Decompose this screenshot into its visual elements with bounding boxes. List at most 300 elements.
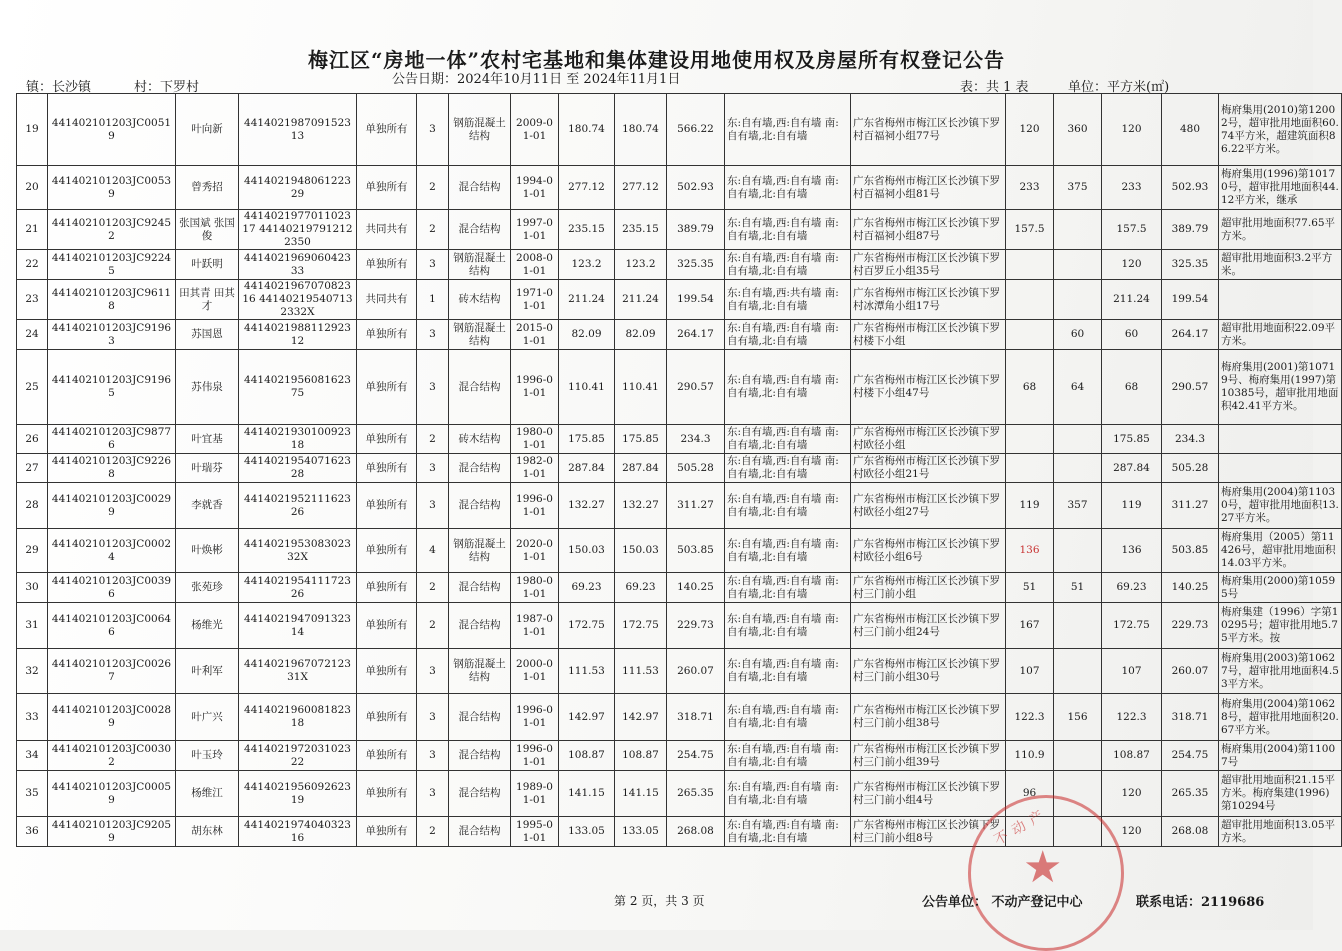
cell-own: 单独所有 xyxy=(357,483,417,529)
cell-floors: 3 xyxy=(417,483,449,529)
cell-no: 27 xyxy=(17,454,48,483)
cell-a2: 180.74 xyxy=(615,94,667,166)
cell-struct: 钢筋混凝土结构 xyxy=(449,250,511,280)
cell-date: 1989-01-01 xyxy=(511,771,559,817)
table-row xyxy=(17,94,1342,166)
cell-id: 441402196906042333 xyxy=(239,250,357,280)
cell-c1 xyxy=(1006,280,1054,320)
cell-a1: 123.2 xyxy=(559,250,615,280)
cell-addr: 广东省梅州市梅江区长沙镇下罗村三门前小组 xyxy=(851,573,1006,603)
cell-own: 共同共有 xyxy=(357,210,417,250)
cell-code: 441402101203JC00396 xyxy=(48,573,176,603)
cell-id: 441402193010092318 xyxy=(239,425,357,454)
cell-c1: 51 xyxy=(1006,573,1054,603)
cell-c4: 260.07 xyxy=(1162,649,1219,694)
cell-border: 东:自有墙,西:自有墙 南:自有墙,北:自有墙 xyxy=(725,454,851,483)
cell-own: 单独所有 xyxy=(357,320,417,350)
cell-own: 单独所有 xyxy=(357,94,417,166)
town-label: 镇：长沙镇 xyxy=(26,80,92,95)
table-row xyxy=(17,454,1342,483)
cell-a1: 172.75 xyxy=(559,603,615,649)
cell-a2: 287.84 xyxy=(615,454,667,483)
cell-date: 2000-01-01 xyxy=(511,649,559,694)
cell-code: 441402101203JC98776 xyxy=(48,425,176,454)
cell-a1: 133.05 xyxy=(559,817,615,847)
cell-c1: 136 xyxy=(1006,529,1054,573)
cell-a3: 503.85 xyxy=(667,529,725,573)
cell-c4: 254.75 xyxy=(1162,741,1219,771)
cell-c3: 60 xyxy=(1102,320,1162,350)
cell-name: 杨维江 xyxy=(176,771,239,817)
cell-remark: 梅府集用(1996)第10170号，超审批用地面积44.12平方米，继承 xyxy=(1219,166,1342,210)
cell-a2: 172.75 xyxy=(615,603,667,649)
cell-a1: 111.53 xyxy=(559,649,615,694)
cell-date: 1997-01-01 xyxy=(511,210,559,250)
cell-c2 xyxy=(1054,250,1102,280)
cell-border: 东:自有墙,西:自有墙 南:自有墙,北:自有墙 xyxy=(725,483,851,529)
cell-border: 东:自有墙,西:自有墙 南:自有墙,北:自有墙 xyxy=(725,741,851,771)
cell-struct: 混合结构 xyxy=(449,210,511,250)
cell-a1: 141.15 xyxy=(559,771,615,817)
cell-a3: 229.73 xyxy=(667,603,725,649)
cell-struct: 混合结构 xyxy=(449,603,511,649)
cell-a2: 141.15 xyxy=(615,771,667,817)
cell-a2: 235.15 xyxy=(615,210,667,250)
cell-a1: 150.03 xyxy=(559,529,615,573)
cell-c1: 122.3 xyxy=(1006,694,1054,741)
cell-border: 东:自有墙,西:自有墙 南:自有墙,北:自有墙 xyxy=(725,603,851,649)
cell-struct: 钢筋混凝土结构 xyxy=(449,320,511,350)
cell-no: 19 xyxy=(17,94,48,166)
cell-c3: 107 xyxy=(1102,649,1162,694)
cell-a1: 110.41 xyxy=(559,350,615,425)
table-row xyxy=(17,603,1342,649)
cell-border: 东:自有墙,西:自有墙 南:自有墙,北:自有墙 xyxy=(725,649,851,694)
cell-code: 441402101203JC96118 xyxy=(48,280,176,320)
cell-id: 441402198709152313 xyxy=(239,94,357,166)
cell-code: 441402101203JC00539 xyxy=(48,166,176,210)
cell-own: 共同共有 xyxy=(357,280,417,320)
cell-a3: 254.75 xyxy=(667,741,725,771)
cell-date: 2015-01-01 xyxy=(511,320,559,350)
village-label: 村：下罗村 xyxy=(134,80,200,95)
cell-code: 441402101203JC00059 xyxy=(48,771,176,817)
cell-border: 东:自有墙,西:自有墙 南:自有墙,北:自有墙 xyxy=(725,350,851,425)
cell-struct: 混合结构 xyxy=(449,573,511,603)
cell-border: 东:自有墙,西:自有墙 南:自有墙,北:自有墙 xyxy=(725,94,851,166)
cell-c3: 108.87 xyxy=(1102,741,1162,771)
cell-struct: 混合结构 xyxy=(449,454,511,483)
cell-own: 单独所有 xyxy=(357,603,417,649)
cell-date: 1980-01-01 xyxy=(511,573,559,603)
cell-code: 441402101203JC00289 xyxy=(48,694,176,741)
cell-c1 xyxy=(1006,320,1054,350)
cell-remark: 梅府集用(2000)第10595号 xyxy=(1219,573,1342,603)
cell-c3: 172.75 xyxy=(1102,603,1162,649)
cell-name: 苏伟泉 xyxy=(176,350,239,425)
cell-c2: 375 xyxy=(1054,166,1102,210)
cell-a3: 140.25 xyxy=(667,573,725,603)
cell-date: 1987-01-01 xyxy=(511,603,559,649)
cell-c1: 157.5 xyxy=(1006,210,1054,250)
cell-floors: 3 xyxy=(417,454,449,483)
cell-no: 34 xyxy=(17,741,48,771)
cell-remark xyxy=(1219,280,1342,320)
cell-addr: 广东省梅州市梅江区长沙镇下罗村三门前小组30号 xyxy=(851,649,1006,694)
cell-floors: 3 xyxy=(417,741,449,771)
cell-struct: 混合结构 xyxy=(449,350,511,425)
cell-struct: 砖木结构 xyxy=(449,425,511,454)
cell-no: 24 xyxy=(17,320,48,350)
registration-table xyxy=(16,93,1342,847)
table-row xyxy=(17,280,1342,320)
cell-c3: 233 xyxy=(1102,166,1162,210)
cell-addr: 广东省梅州市梅江区长沙镇下罗村百福祠小组77号 xyxy=(851,94,1006,166)
page-title: 梅江区“房地一体”农村宅基地和集体建设用地使用权及房屋所有权登记公告 xyxy=(307,48,1005,72)
cell-date: 1994-01-01 xyxy=(511,166,559,210)
cell-c4: 318.71 xyxy=(1162,694,1219,741)
cell-code: 441402101203JC00519 xyxy=(48,94,176,166)
cell-no: 21 xyxy=(17,210,48,250)
cell-c1: 110.9 xyxy=(1006,741,1054,771)
cell-id: 441402195411172326 xyxy=(239,573,357,603)
cell-a3: 290.57 xyxy=(667,350,725,425)
cell-c2 xyxy=(1054,603,1102,649)
cell-remark: 梅府集用(2004)第10628号，超审批用地面积20.67平方米。 xyxy=(1219,694,1342,741)
cell-id: 441402197203102322 xyxy=(239,741,357,771)
cell-a3: 325.35 xyxy=(667,250,725,280)
cell-no: 30 xyxy=(17,573,48,603)
table-row xyxy=(17,529,1342,573)
cell-c3: 211.24 xyxy=(1102,280,1162,320)
cell-remark: 超审批用地面积3.2平方米。 xyxy=(1219,250,1342,280)
cell-border: 东:自有墙,西:自有墙 南:自有墙,北:自有墙 xyxy=(725,817,851,847)
cell-no: 31 xyxy=(17,603,48,649)
cell-floors: 3 xyxy=(417,350,449,425)
cell-addr: 广东省梅州市梅江区长沙镇下罗村三门前小组8号 xyxy=(851,817,1006,847)
cell-c4: 503.85 xyxy=(1162,529,1219,573)
cell-id: 441402196008182318 xyxy=(239,694,357,741)
cell-code: 441402101203JC92268 xyxy=(48,454,176,483)
cell-border: 东:自有墙,西:自有墙 南:自有墙,北:自有墙 xyxy=(725,425,851,454)
cell-name: 叶玉玲 xyxy=(176,741,239,771)
cell-own: 单独所有 xyxy=(357,649,417,694)
cell-addr: 广东省梅州市梅江区长沙镇下罗村欧径小组 xyxy=(851,425,1006,454)
cell-c4: 265.35 xyxy=(1162,771,1219,817)
cell-addr: 广东省梅州市梅江区长沙镇下罗村楼下小组47号 xyxy=(851,350,1006,425)
cell-a1: 180.74 xyxy=(559,94,615,166)
cell-addr: 广东省梅州市梅江区长沙镇下罗村冰潭角小组17号 xyxy=(851,280,1006,320)
cell-remark: 超审批用地面积21.15平方米。梅府集建(1996)第10294号 xyxy=(1219,771,1342,817)
cell-own: 单独所有 xyxy=(357,166,417,210)
cell-a1: 132.27 xyxy=(559,483,615,529)
cell-c3: 175.85 xyxy=(1102,425,1162,454)
cell-own: 单独所有 xyxy=(357,694,417,741)
table-row xyxy=(17,166,1342,210)
cell-c2 xyxy=(1054,649,1102,694)
cell-id: 441402195609262319 xyxy=(239,771,357,817)
cell-remark: 梅府集建（1996）字第10295号；超审批用地5.75平方米。按 xyxy=(1219,603,1342,649)
cell-c1: 107 xyxy=(1006,649,1054,694)
cell-c2: 60 xyxy=(1054,320,1102,350)
cell-id: 441402194806122329 xyxy=(239,166,357,210)
cell-a3: 318.71 xyxy=(667,694,725,741)
cell-c2 xyxy=(1054,529,1102,573)
cell-floors: 3 xyxy=(417,694,449,741)
cell-a1: 287.84 xyxy=(559,454,615,483)
cell-name: 张国斌 张国俊 xyxy=(176,210,239,250)
cell-c1: 119 xyxy=(1006,483,1054,529)
cell-addr: 广东省梅州市梅江区长沙镇下罗村三门前小组39号 xyxy=(851,741,1006,771)
cell-date: 1996-01-01 xyxy=(511,741,559,771)
cell-a2: 123.2 xyxy=(615,250,667,280)
cell-name: 叶跃明 xyxy=(176,250,239,280)
cell-c1: 233 xyxy=(1006,166,1054,210)
cell-code: 441402101203JC00267 xyxy=(48,649,176,694)
table-row xyxy=(17,483,1342,529)
cell-c3: 119 xyxy=(1102,483,1162,529)
table-row xyxy=(17,350,1342,425)
cell-remark: 梅府集用(2003)第10627号，超审批用地面积4.53平方米。 xyxy=(1219,649,1342,694)
cell-name: 曾秀招 xyxy=(176,166,239,210)
cell-c2: 360 xyxy=(1054,94,1102,166)
cell-a1: 175.85 xyxy=(559,425,615,454)
cell-c3: 157.5 xyxy=(1102,210,1162,250)
cell-addr: 广东省梅州市梅江区长沙镇下罗村三门前小组4号 xyxy=(851,771,1006,817)
cell-c4: 311.27 xyxy=(1162,483,1219,529)
cell-a3: 264.17 xyxy=(667,320,725,350)
cell-floors: 3 xyxy=(417,250,449,280)
cell-no: 20 xyxy=(17,166,48,210)
table-row xyxy=(17,250,1342,280)
cell-name: 李就香 xyxy=(176,483,239,529)
cell-own: 单独所有 xyxy=(357,425,417,454)
cell-a1: 108.87 xyxy=(559,741,615,771)
cell-a1: 277.12 xyxy=(559,166,615,210)
cell-struct: 砖木结构 xyxy=(449,280,511,320)
cell-remark: 梅府集用（2005）第11426号，超审批用地面积14.03平方米。 xyxy=(1219,529,1342,573)
cell-code: 441402101203JC00646 xyxy=(48,603,176,649)
cell-c2 xyxy=(1054,454,1102,483)
cell-border: 东:自有墙,西:自有墙 南:自有墙,北:自有墙 xyxy=(725,250,851,280)
cell-c3: 69.23 xyxy=(1102,573,1162,603)
cell-c1 xyxy=(1006,425,1054,454)
table-row xyxy=(17,320,1342,350)
cell-border: 东:自有墙,西:自有墙 南:自有墙,北:自有墙 xyxy=(725,166,851,210)
cell-name: 叶瑞芬 xyxy=(176,454,239,483)
cell-name: 叶宜基 xyxy=(176,425,239,454)
cell-border: 东:自有墙,西:自有墙 南:自有墙,北:自有墙 xyxy=(725,573,851,603)
cell-c3: 122.3 xyxy=(1102,694,1162,741)
cell-c4: 480 xyxy=(1162,94,1219,166)
cell-c1 xyxy=(1006,250,1054,280)
contact-phone: 联系电话：2119686 xyxy=(1136,895,1265,910)
cell-addr: 广东省梅州市梅江区长沙镇下罗村三门前小组38号 xyxy=(851,694,1006,741)
cell-c1: 167 xyxy=(1006,603,1054,649)
cell-struct: 混合结构 xyxy=(449,166,511,210)
cell-own: 单独所有 xyxy=(357,529,417,573)
cell-c4: 290.57 xyxy=(1162,350,1219,425)
cell-border: 东:自有墙,西:自有墙 南:自有墙,北:自有墙 xyxy=(725,529,851,573)
table-row xyxy=(17,425,1342,454)
cell-floors: 2 xyxy=(417,166,449,210)
cell-c4: 505.28 xyxy=(1162,454,1219,483)
cell-floors: 2 xyxy=(417,603,449,649)
cell-a3: 389.79 xyxy=(667,210,725,250)
cell-name: 叶广兴 xyxy=(176,694,239,741)
cell-c2: 357 xyxy=(1054,483,1102,529)
cell-c2 xyxy=(1054,210,1102,250)
cell-id: 441402194709132314 xyxy=(239,603,357,649)
cell-border: 东:自有墙,西:共有墙 南:自有墙,北:自有墙 xyxy=(725,280,851,320)
cell-floors: 3 xyxy=(417,94,449,166)
cell-c4: 229.73 xyxy=(1162,603,1219,649)
cell-struct: 混合结构 xyxy=(449,483,511,529)
cell-remark xyxy=(1219,454,1342,483)
cell-floors: 2 xyxy=(417,210,449,250)
cell-code: 441402101203JC91963 xyxy=(48,320,176,350)
cell-floors: 2 xyxy=(417,425,449,454)
cell-id: 441402198811292312 xyxy=(239,320,357,350)
cell-c2 xyxy=(1054,280,1102,320)
cell-remark: 梅府集用(2010)第12002号，超审批用地面积60.74平方米，超建筑面积86.22平方米。 xyxy=(1219,94,1342,166)
cell-a2: 82.09 xyxy=(615,320,667,350)
cell-addr: 广东省梅州市梅江区长沙镇下罗村欧径小组27号 xyxy=(851,483,1006,529)
cell-id: 441402195308302332X xyxy=(239,529,357,573)
star-icon: ★ xyxy=(1023,842,1063,893)
cell-code: 441402101203JC00302 xyxy=(48,741,176,771)
cell-a2: 108.87 xyxy=(615,741,667,771)
cell-a3: 265.35 xyxy=(667,771,725,817)
announcement-date: 公告日期：2024年10月11日 至 2024年11月1日 xyxy=(392,72,681,87)
cell-floors: 2 xyxy=(417,817,449,847)
cell-addr: 广东省梅州市梅江区长沙镇下罗村百罗丘小组35号 xyxy=(851,250,1006,280)
cell-a1: 142.97 xyxy=(559,694,615,741)
cell-c4: 199.54 xyxy=(1162,280,1219,320)
cell-id: 441402196707082316 441402195407132332X xyxy=(239,280,357,320)
cell-date: 1980-01-01 xyxy=(511,425,559,454)
cell-no: 36 xyxy=(17,817,48,847)
cell-addr: 广东省梅州市梅江区长沙镇下罗村百福祠小组87号 xyxy=(851,210,1006,250)
cell-c4: 264.17 xyxy=(1162,320,1219,350)
cell-remark: 梅府集用(2001)第10719号、梅府集用(1997)第10385号，超审批用地面积42.41平方米。 xyxy=(1219,350,1342,425)
cell-floors: 3 xyxy=(417,649,449,694)
cell-c1: 120 xyxy=(1006,94,1054,166)
cell-a2: 69.23 xyxy=(615,573,667,603)
cell-date: 1996-01-01 xyxy=(511,483,559,529)
cell-a3: 260.07 xyxy=(667,649,725,694)
cell-own: 单独所有 xyxy=(357,350,417,425)
cell-c3: 120 xyxy=(1102,771,1162,817)
cell-c3: 120 xyxy=(1102,817,1162,847)
cell-a3: 566.22 xyxy=(667,94,725,166)
cell-code: 441402101203JC92245 xyxy=(48,250,176,280)
cell-c3: 287.84 xyxy=(1102,454,1162,483)
cell-struct: 混合结构 xyxy=(449,817,511,847)
cell-own: 单独所有 xyxy=(357,817,417,847)
cell-name: 叶利军 xyxy=(176,649,239,694)
cell-name: 杨维光 xyxy=(176,603,239,649)
cell-date: 1971-01-01 xyxy=(511,280,559,320)
cell-own: 单独所有 xyxy=(357,573,417,603)
cell-addr: 广东省梅州市梅江区长沙镇下罗村三门前小组24号 xyxy=(851,603,1006,649)
cell-date: 2008-01-01 xyxy=(511,250,559,280)
cell-border: 东:自有墙,西:自有墙 南:自有墙,北:自有墙 xyxy=(725,694,851,741)
cell-no: 26 xyxy=(17,425,48,454)
page-number: 第 2 页，共 3 页 xyxy=(614,894,705,908)
cell-code: 441402101203JC92452 xyxy=(48,210,176,250)
table-row xyxy=(17,741,1342,771)
cell-name: 张苑珍 xyxy=(176,573,239,603)
cell-addr: 广东省梅州市梅江区长沙镇下罗村欧径小组21号 xyxy=(851,454,1006,483)
cell-c2: 64 xyxy=(1054,350,1102,425)
table-row xyxy=(17,694,1342,741)
table-row xyxy=(17,817,1342,847)
cell-name: 胡东林 xyxy=(176,817,239,847)
cell-c3: 120 xyxy=(1102,94,1162,166)
cell-remark xyxy=(1219,425,1342,454)
cell-floors: 1 xyxy=(417,280,449,320)
cell-a1: 235.15 xyxy=(559,210,615,250)
cell-struct: 钢筋混凝土结构 xyxy=(449,649,511,694)
cell-no: 33 xyxy=(17,694,48,741)
cell-no: 35 xyxy=(17,771,48,817)
cell-struct: 混合结构 xyxy=(449,694,511,741)
cell-id: 441402195407162328 xyxy=(239,454,357,483)
cell-a3: 502.93 xyxy=(667,166,725,210)
cell-a2: 175.85 xyxy=(615,425,667,454)
cell-border: 东:自有墙,西:自有墙 南:自有墙,北:自有墙 xyxy=(725,210,851,250)
cell-no: 29 xyxy=(17,529,48,573)
official-seal: 不动产 ★ xyxy=(968,795,1124,951)
cell-remark: 梅府集用(2004)第11007号 xyxy=(1219,741,1342,771)
cell-a2: 211.24 xyxy=(615,280,667,320)
cell-date: 1996-01-01 xyxy=(511,350,559,425)
cell-no: 28 xyxy=(17,483,48,529)
cell-c4: 234.3 xyxy=(1162,425,1219,454)
cell-id: 441402197701102317 441402197912122350 xyxy=(239,210,357,250)
cell-code: 441402101203JC91965 xyxy=(48,350,176,425)
cell-no: 32 xyxy=(17,649,48,694)
cell-code: 441402101203JC00024 xyxy=(48,529,176,573)
cell-date: 2020-01-01 xyxy=(511,529,559,573)
cell-c4: 502.93 xyxy=(1162,166,1219,210)
table-row xyxy=(17,573,1342,603)
cell-id: 441402197404032316 xyxy=(239,817,357,847)
cell-own: 单独所有 xyxy=(357,771,417,817)
cell-floors: 3 xyxy=(417,771,449,817)
cell-a3: 268.08 xyxy=(667,817,725,847)
cell-struct: 混合结构 xyxy=(449,771,511,817)
cell-c1 xyxy=(1006,454,1054,483)
cell-own: 单独所有 xyxy=(357,741,417,771)
announcing-org: 公告单位： 不动产登记中心 xyxy=(922,895,1083,910)
cell-a3: 199.54 xyxy=(667,280,725,320)
cell-a3: 234.3 xyxy=(667,425,725,454)
cell-c3: 136 xyxy=(1102,529,1162,573)
cell-struct: 钢筋混凝土结构 xyxy=(449,529,511,573)
cell-c2 xyxy=(1054,425,1102,454)
cell-floors: 4 xyxy=(417,529,449,573)
cell-border: 东:自有墙,西:自有墙 南:自有墙,北:自有墙 xyxy=(725,320,851,350)
table-row xyxy=(17,771,1342,817)
cell-a3: 311.27 xyxy=(667,483,725,529)
cell-floors: 3 xyxy=(417,320,449,350)
table-count: 表：共 1 表 xyxy=(960,80,1029,95)
table-row xyxy=(17,210,1342,250)
cell-struct: 混合结构 xyxy=(449,741,511,771)
cell-code: 441402101203JC00299 xyxy=(48,483,176,529)
